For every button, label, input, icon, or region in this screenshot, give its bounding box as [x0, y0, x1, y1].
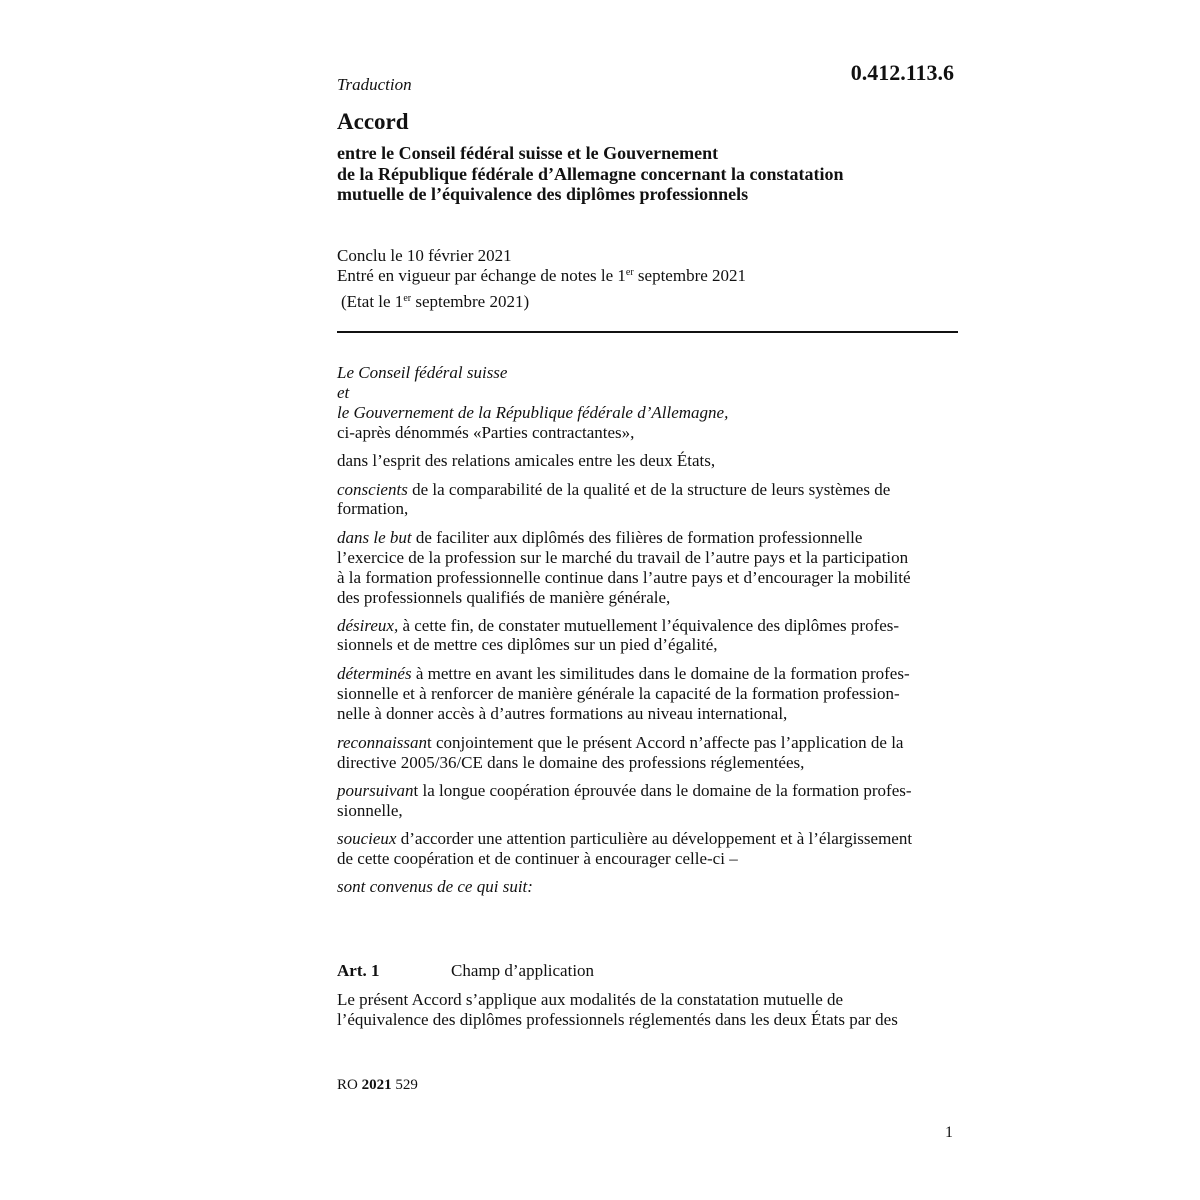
- subtitle-line: mutuelle de l’équivalence des diplômes professionnels: [337, 184, 749, 204]
- preamble-p7-line: poursuivant la longue coopération éprouvée dans le domaine de la formation profes-: [337, 781, 912, 800]
- entry-into-force: Entré en vigueur par échange de notes le 1er septembre 2021: [337, 266, 747, 285]
- subtitle-line: entre le Conseil fédéral suisse et le Gouvernement: [337, 143, 719, 163]
- preamble-p5-line: sionnelle et à renforcer de manière générale la capacité de la formation profession-: [337, 684, 900, 703]
- preamble-p8-line: soucieux d’accorder une attention particulière au développement et à l’élargissement: [337, 829, 913, 848]
- preamble-conclusion: sont convenus de ce qui suit:: [337, 877, 533, 896]
- preamble-p3-line: à la formation professionnelle continue dans l’autre pays et d’encourager la mobilité: [337, 568, 911, 587]
- page-number: 1: [945, 1124, 953, 1141]
- preamble-p2-line: formation,: [337, 499, 409, 518]
- article-text-line: Le présent Accord s’applique aux modalités de la constatation mutuelle de: [337, 990, 844, 1009]
- preamble-p1: dans l’esprit des relations amicales entre les deux États,: [337, 451, 716, 470]
- preamble-p3-line: dans le but de faciliter aux diplômés des filières de formation professionnelle: [337, 528, 863, 547]
- parties-definition: ci-après dénommés «Parties contractantes»,: [337, 423, 635, 442]
- article-label: Art. 1: [337, 961, 380, 980]
- ro-reference: RO 2021 529: [337, 1077, 418, 1093]
- party-swiss: Le Conseil fédéral suisse: [337, 363, 508, 382]
- preamble-p7-line: sionnelle,: [337, 801, 403, 820]
- preamble-p3-line: l’exercice de la profession sur le marché du travail de l’autre pays et la participation: [337, 548, 909, 567]
- subtitle-line: de la République fédérale d’Allemagne concernant la constatation: [337, 163, 844, 184]
- article-text-line: l’équivalence des diplômes professionnels réglementés dans les deux États par des: [337, 1010, 898, 1029]
- parties-et: et: [337, 383, 350, 402]
- preamble-p3-line: des professionnels qualifiés de manière générale,: [337, 588, 671, 607]
- preamble-p6-line: reconnaissant conjointement que le présent Accord n’affecte pas l’application de la: [337, 733, 904, 752]
- document-subtitle: [337, 143, 977, 205]
- conclusion-date: Conclu le 10 février 2021: [337, 246, 512, 265]
- preamble-p5-line: déterminés à mettre en avant les similitudes dans le domaine de la formation profes-: [337, 664, 910, 683]
- status-date: (Etat le 1er septembre 2021): [341, 292, 530, 311]
- preamble-p6-line: directive 2005/36/CE dans le domaine des professions réglementées,: [337, 753, 805, 772]
- preamble-p2-line: conscients de la comparabilité de la qualité et de la structure de leurs systèmes de: [337, 480, 891, 499]
- party-germany: le Gouvernement de la République fédérale d’Allemagne,: [337, 403, 729, 422]
- preamble-p4-line: désireux, à cette fin, de constater mutuellement l’équivalence des diplômes profes-: [337, 616, 900, 635]
- sr-number: 0.412.113.6: [850, 60, 954, 85]
- preamble-p8-line: de cette coopération et de continuer à encourager celle-ci –: [337, 849, 738, 868]
- traduction-label: Traduction: [337, 75, 412, 94]
- article-heading: Champ d’application: [451, 961, 595, 980]
- preamble-p4-line: sionnels et de mettre ces diplômes sur un pied d’égalité,: [337, 635, 718, 654]
- header-divider: [337, 331, 958, 333]
- document-title: Accord: [337, 109, 409, 134]
- preamble-p5-line: nelle à donner accès à d’autres formations au niveau international,: [337, 704, 788, 723]
